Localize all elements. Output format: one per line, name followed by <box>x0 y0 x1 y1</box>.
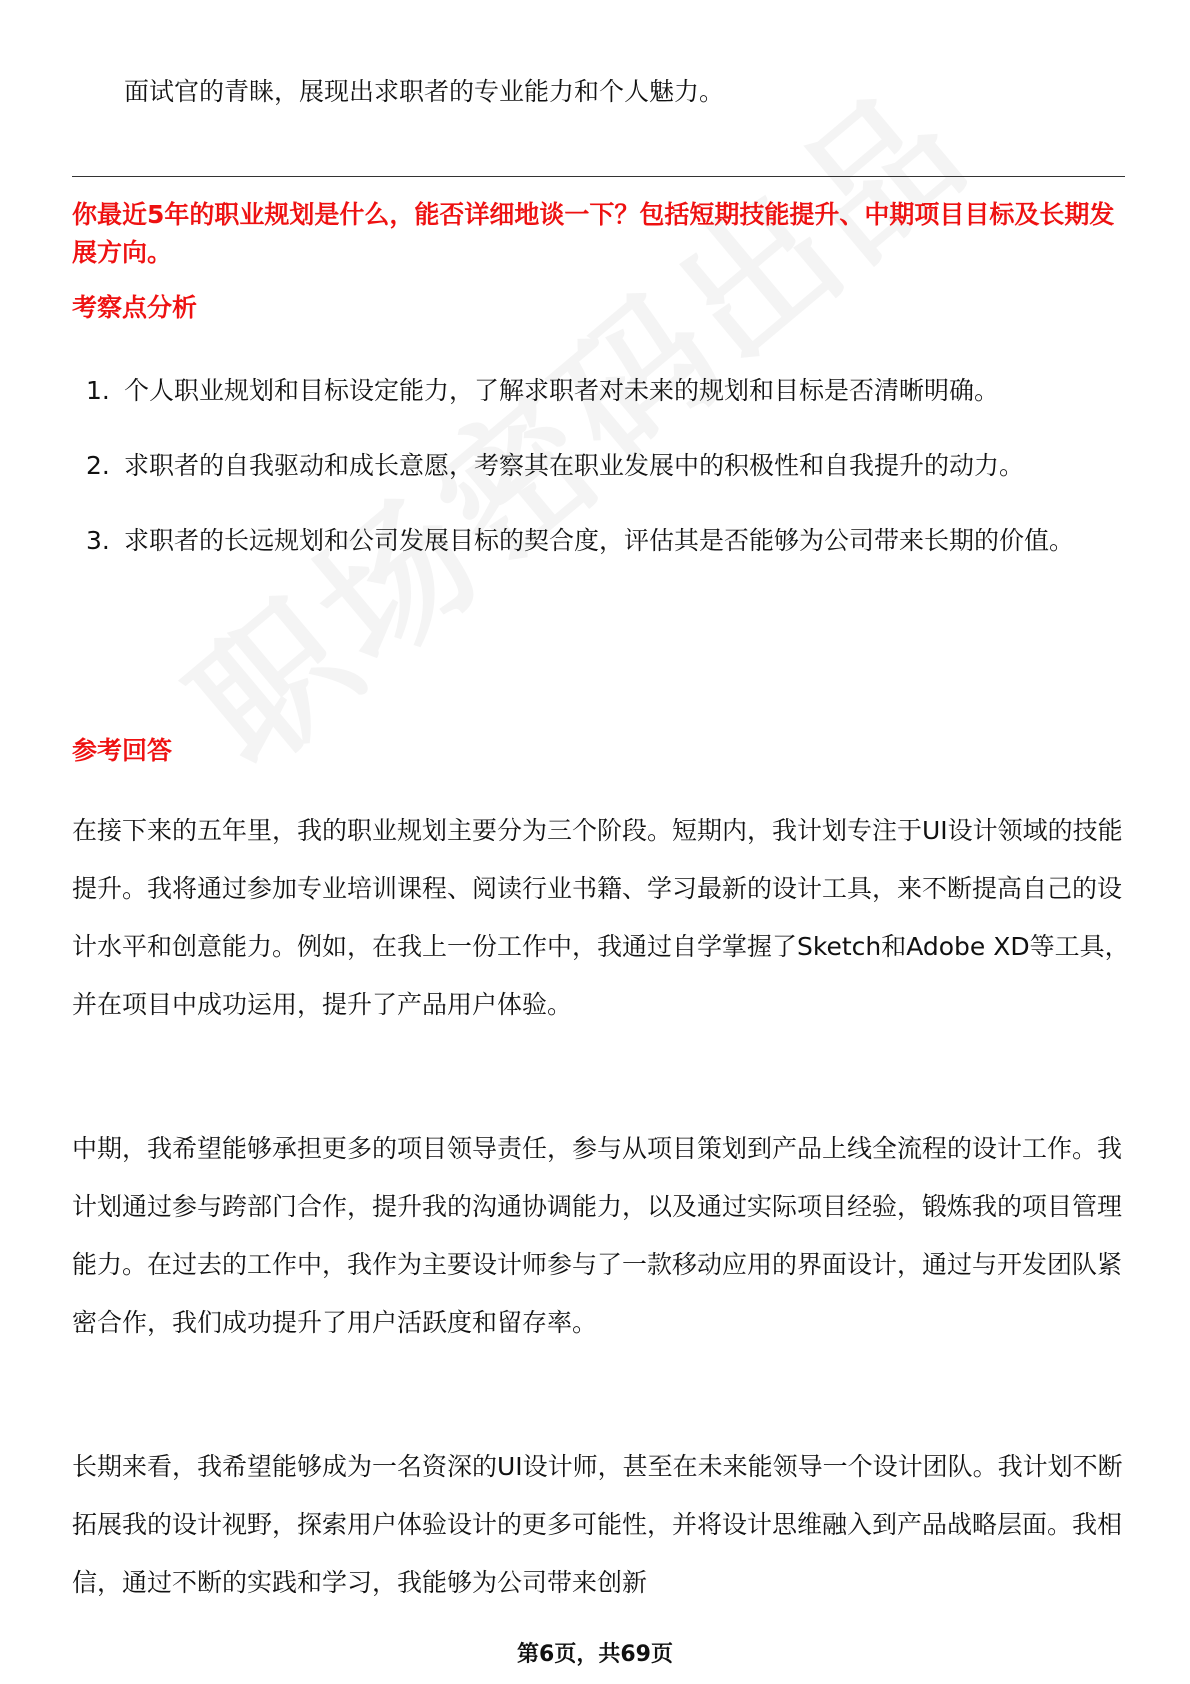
point-text: 个人职业规划和目标设定能力，了解求职者对未来的规划和目标是否清晰明确。 <box>124 376 1000 405</box>
answer-paragraph-mid-term: 中期，我希望能够承担更多的项目领导责任，参与从项目策划到产品上线全流程的设计工作。我计划通过参与跨部门合作，提升我的沟通协调能力，以及通过实际项目经验，锻炼我的项目管理能力。在过去的工作中，我作为主要设计师参与了一款移动应用的界面设计，通过与开发团队紧密合作，我们成功提升了用户活跃度和留存率。 <box>72 1134 1123 1337</box>
point-number: 2. <box>86 451 110 480</box>
answer-paragraph-short-term: 在接下来的五年里，我的职业规划主要分为三个阶段。短期内，我计划专注于UI设计领域的技能提升。我将通过参加专业培训课程、阅读行业书籍、学习最新的设计工具，来不断提高自己的设计水平和创意能力。例如，在我上一份工作中，我通过自学掌握了Sketch和Adobe XD等工具，并在项目中成功运用，提升了产品用户体验。 <box>72 816 1130 1019</box>
analysis-heading: 考察点分析 <box>72 293 198 322</box>
point-number: 1. <box>86 376 110 405</box>
point-number: 3. <box>86 526 110 555</box>
point-text: 求职者的长远规划和公司发展目标的契合度，评估其是否能够为公司带来长期的价值。 <box>124 526 1075 555</box>
analysis-points-list <box>72 362 1132 587</box>
analysis-point <box>72 512 1132 570</box>
question-heading: 你最近5年的职业规划是什么，能否详细地谈一下？包括短期技能提升、中期项目目标及长期发展方向。 <box>72 200 1115 267</box>
analysis-point <box>72 437 1132 495</box>
point-text: 求职者的自我驱动和成长意愿，考察其在职业发展中的积极性和自我提升的动力。 <box>124 451 1025 480</box>
page-number-footer: 第6页，共69页 <box>517 1642 673 1667</box>
answer-heading: 参考回答 <box>72 736 173 765</box>
analysis-point <box>72 362 1132 420</box>
section-divider <box>72 176 1125 177</box>
intro-text: 面试官的青睐，展现出求职者的专业能力和个人魅力。 <box>124 77 725 106</box>
answer-paragraph-long-term: 长期来看，我希望能够成为一名资深的UI设计师，甚至在未来能领导一个设计团队。我计划不断拓展我的设计视野，探索用户体验设计的更多可能性，并将设计思维融入到产品战略层面。我相信，通过不断的实践和学习，我能够为公司带来创新 <box>72 1452 1123 1597</box>
